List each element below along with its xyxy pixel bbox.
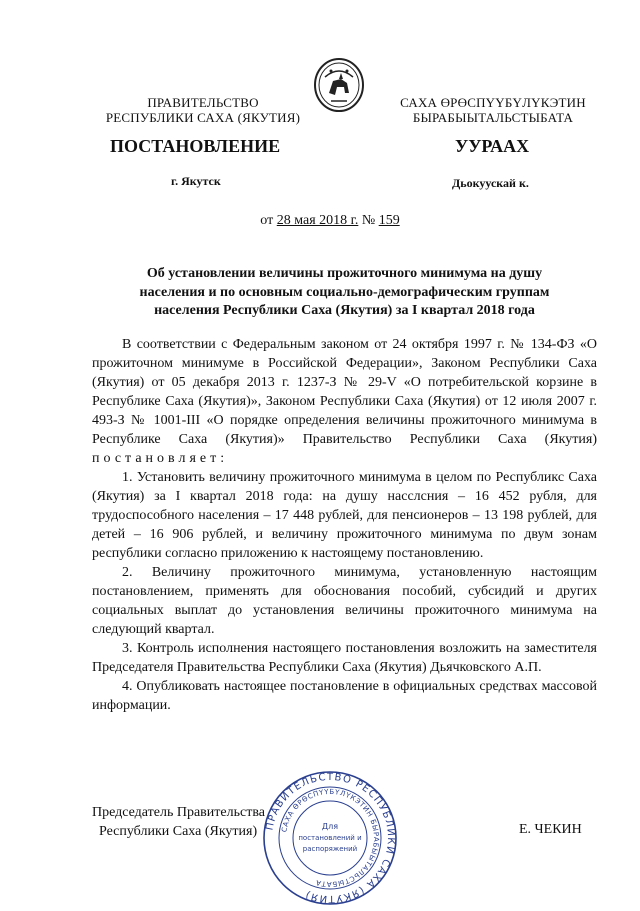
- header-left-line1: ПРАВИТЕЛЬСТВО: [147, 95, 259, 110]
- seal-inner-text: САХА ӨРӨСПҮҮБҮЛҮКЭТИН БЫРАБЫЫТАЛЬСТЫБАТА: [280, 787, 381, 889]
- emblem-icon: [311, 55, 367, 113]
- seal-center-line2: постановлений и: [298, 834, 362, 842]
- paragraph-1: 1. Установить величину прожиточного минимума в целом по Республикс Саха (Якутия) за I квартал 2018 года: на душу насслсния – 16 452 рубля, для трудоспособного населения – 17 448 рублей, для пенсионеров – 13 198 рублей, для детей – 16 906 рублей, и величину прожиточного минимума по двум зонам республики согласно приложению к настоящему постановлению.: [92, 470, 597, 561]
- dateline-prefix: от: [260, 213, 274, 228]
- header-left-line2: РЕСПУБЛИКИ САХА (ЯКУТИЯ): [105, 110, 301, 125]
- preamble-paragraph: [92, 335, 597, 468]
- heading-line2: населения и по основным социально-демографическим группам: [139, 284, 550, 300]
- doc-title-sakha: УУРААХ: [455, 136, 530, 156]
- header-right-line2: БЫРАБЫЫТАЛЬСТЫБАТА: [412, 110, 574, 125]
- decree-number: 159: [378, 213, 400, 228]
- paragraph-2: 2. Величину прожиточного минимума, установленную настоящим постановлением, применять для обоснования пособий, субсидий и других социальных выплат до установления величины прожиточного минимума на следующий квартал.: [92, 565, 597, 637]
- decree-heading: [92, 265, 597, 321]
- signatory-title-line2: Республики Саха (Якутия): [99, 824, 258, 839]
- heading-line3: населения Республики Саха (Якутия) за I квартал 2018 года: [154, 303, 535, 318]
- paragraph-4: 4. Опубликовать настоящее постановление в официальных средствах массовой информации.: [92, 679, 597, 713]
- header-right: [378, 95, 608, 125]
- doc-title-ru: ПОСТАНОВЛЕНИЕ: [110, 136, 281, 156]
- signature-block: [92, 803, 292, 841]
- signatory-title-line1: Председатель Правительства: [92, 805, 265, 820]
- header-left: [88, 95, 318, 125]
- seal-outer-text: ПРАВИТЕЛЬСТВО РЕСПУБЛИКИ САХА (ЯКУТИЯ): [264, 771, 397, 905]
- heading-line1: Об установлении величины прожиточного минимума на душу: [146, 266, 543, 281]
- decree-body: [92, 335, 597, 715]
- paragraph-3: 3. Контроль исполнения настоящего постановления возложить на заместителя Председателя Правительства Республики Саха (Якутия) Дьячковского А.П.: [92, 641, 597, 675]
- city-sakha: Дьокуускай к.: [452, 176, 529, 190]
- number-sign: №: [361, 213, 376, 228]
- decree-word: постановляет:: [92, 451, 229, 466]
- dateline: [220, 213, 440, 229]
- preamble-text: В соответствии с Федеральным законом от 24 октября 1997 г. № 134-ФЗ «О прожиточном минимуме в Российской Федерации», Законом Республики Саха (Якутия) от 05 декабря 2013 г. 1237-З № 29-V «О потребительской корзине в Республике Саха (Якутия)», Законом Республики Саха (Якутия) от 12 июля 2007 г. 493-З № 1001-III «О порядке определения величины прожиточного минимума в Республике Саха (Якутия)» Правительство Республики Саха (Якутия): [92, 337, 597, 447]
- decree-date: 28 мая 2018 г.: [276, 213, 359, 228]
- signatory-name: Е. ЧЕКИН: [519, 822, 582, 837]
- city-ru: г. Якутск: [171, 174, 221, 188]
- seal-center-line3: распоряжений: [302, 845, 358, 853]
- header-right-line1: САХА ӨРӨСПҮҮБҮЛҮКЭТИН: [400, 95, 586, 110]
- seal-center-line1: Для: [321, 822, 339, 831]
